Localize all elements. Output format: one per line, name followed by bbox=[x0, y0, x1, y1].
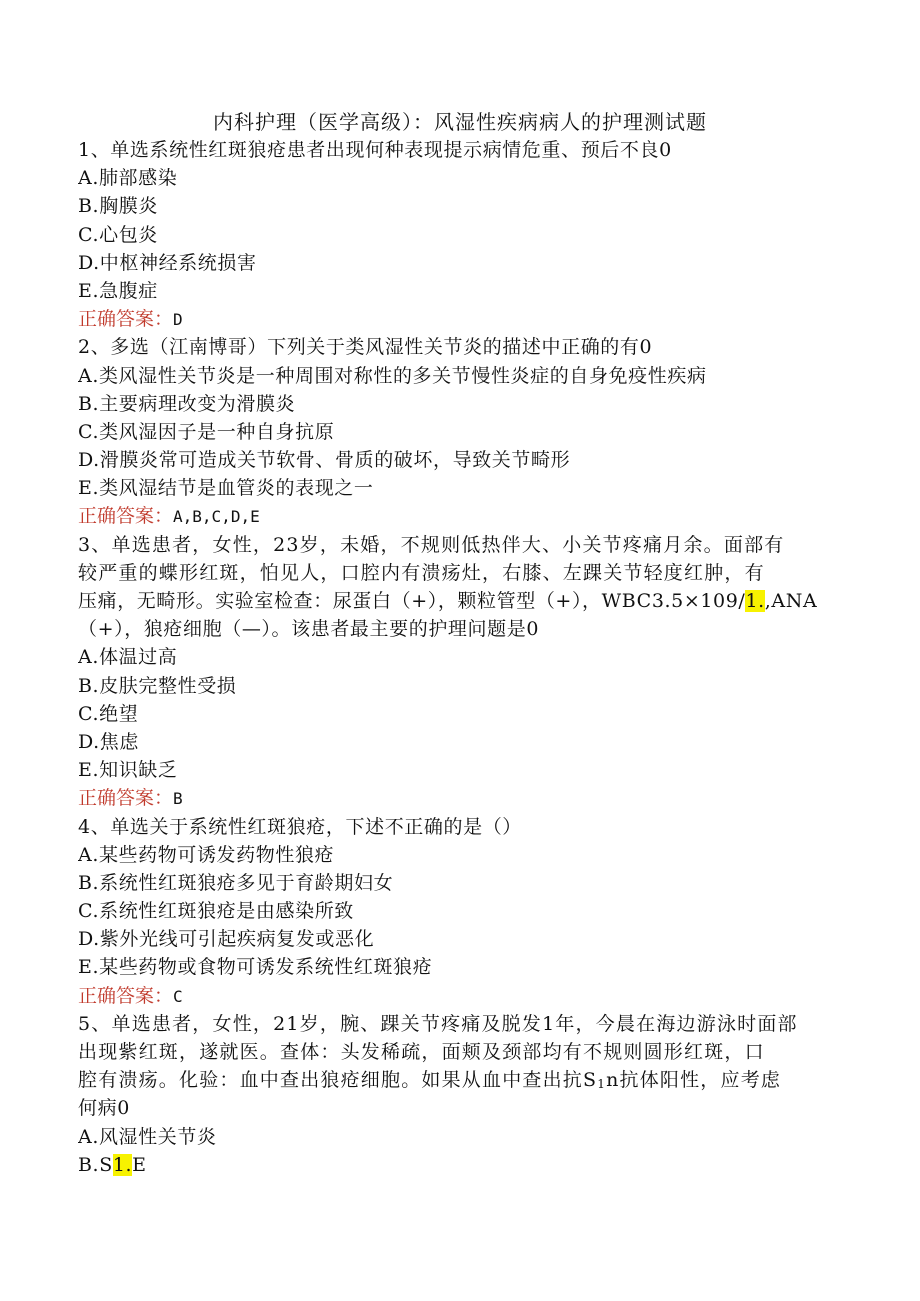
option-text: B.S bbox=[78, 1153, 113, 1176]
answer-value: D bbox=[173, 310, 183, 330]
answer-value: C bbox=[173, 986, 183, 1006]
subscript-text: 1 bbox=[597, 1077, 607, 1092]
question-1-stem: 1、单选系统性红斑狼疮患者出现何种表现提示病情危重、预后不良0 bbox=[78, 139, 672, 161]
question-list bbox=[78, 136, 838, 1179]
question-4-option-e: E.某些药物或食物可诱发系统性红斑狼疮 bbox=[78, 956, 433, 979]
question-5-stem-line-4: 何病0 bbox=[78, 1097, 130, 1120]
question-4-answer bbox=[78, 982, 838, 1010]
answer-value: B bbox=[173, 789, 183, 809]
answer-label: 正确答案： bbox=[78, 787, 174, 810]
question-2-option-e: E.类风湿结节是血管炎的表现之一 bbox=[78, 477, 374, 500]
question-3-stem-line-2: 较严重的蝶形红斑，怕见人，口腔内有溃疡灶，右膝、左踝关节轻度红肿，有 bbox=[78, 561, 765, 584]
question-1-option-b: B.胸膜炎 bbox=[78, 195, 159, 218]
question-5-option-a: A.风湿性关节炎 bbox=[78, 1125, 217, 1148]
question-4-option-b: B.系统性红斑狼疮多见于育龄期妇女 bbox=[78, 871, 394, 894]
highlight-mark: 1. bbox=[112, 1153, 133, 1176]
answer-value: A,B,C,D,E bbox=[173, 507, 260, 527]
question-3-option-c: C.绝望 bbox=[78, 702, 139, 725]
answer-label: 正确答案： bbox=[78, 308, 174, 331]
question-5-option-b bbox=[78, 1151, 838, 1179]
question-2-answer bbox=[78, 502, 838, 530]
question-3-option-a: A.体温过高 bbox=[78, 646, 178, 669]
page-title: 内科护理（医学高级）：风湿性疾病病人的护理测试题 bbox=[213, 110, 707, 134]
question-2-option-d: D.滑膜炎常可造成关节软骨、骨质的破坏，导致关节畸形 bbox=[78, 449, 571, 472]
question-3-stem-line-4: （+），狼疮细胞（—）。该患者最主要的护理问题是0 bbox=[78, 618, 540, 641]
stem-text: n抗体阳性，应考虑 bbox=[606, 1069, 782, 1092]
stem-text: 压痛，无畸形。实验室检查：尿蛋白（+），颗粒管型（+），WBC3.5×109/ bbox=[78, 590, 746, 612]
question-3-stem-line-3 bbox=[78, 587, 838, 615]
question-5-stem-line-2: 出现紫红斑，遂就医。查体：头发稀疏，面颊及颈部均有不规则圆形红斑，口 bbox=[78, 1041, 765, 1063]
question-3-option-b: B.皮肤完整性受损 bbox=[78, 674, 237, 697]
question-1-option-c: C.心包炎 bbox=[78, 223, 158, 246]
question-4-stem: 4、单选关于系统性红斑狼疮，下述不正确的是（） bbox=[78, 815, 522, 838]
question-1-option-d: D.中枢神经系统损害 bbox=[78, 251, 257, 274]
question-2-option-c: C.类风湿因子是一种自身抗原 bbox=[78, 420, 335, 443]
option-text: E bbox=[132, 1153, 147, 1176]
question-1-answer bbox=[78, 305, 838, 333]
question-5-stem-line-1: 5、单选患者，女性，21岁，腕、踝关节疼痛及脱发1年，今晨在海边游泳时面部 bbox=[78, 1012, 798, 1035]
question-3-option-e: E.知识缺乏 bbox=[78, 759, 178, 782]
question-3-stem-line-1: 3、单选患者，女性，23岁，未婚，不规则低热伴大、小关节疼痛月余。面部有 bbox=[78, 533, 785, 556]
question-1-option-a: A.肺部感染 bbox=[78, 167, 178, 190]
stem-text: ,ANA bbox=[764, 590, 818, 612]
question-4-option-d: D.紫外光线可引起疾病复发或恶化 bbox=[78, 928, 375, 951]
question-5-stem-line-3 bbox=[78, 1066, 838, 1094]
stem-text: 腔有溃疡。化验：血中查出狼疮细胞。如果从血中查出抗S bbox=[78, 1069, 598, 1092]
question-2-option-a: A.类风湿性关节炎是一种周围对称性的多关节慢性炎症的自身免疫性疾病 bbox=[78, 364, 707, 387]
question-4-option-c: C.系统性红斑狼疮是由感染所致 bbox=[78, 900, 354, 923]
highlight-mark: 1. bbox=[745, 590, 765, 612]
question-3-option-d: D.焦虑 bbox=[78, 730, 139, 753]
question-3-answer bbox=[78, 784, 838, 812]
question-2-option-b: B.主要病理改变为滑膜炎 bbox=[78, 392, 296, 415]
answer-label: 正确答案： bbox=[78, 505, 174, 528]
question-1-option-e: E.急腹症 bbox=[78, 279, 158, 302]
answer-label: 正确答案： bbox=[78, 984, 174, 1007]
question-2-stem: 2、多选（江南博哥）下列关于类风湿性关节炎的描述中正确的有0 bbox=[78, 336, 653, 359]
question-4-option-a: A.某些药物可诱发药物性狼疮 bbox=[78, 843, 335, 866]
